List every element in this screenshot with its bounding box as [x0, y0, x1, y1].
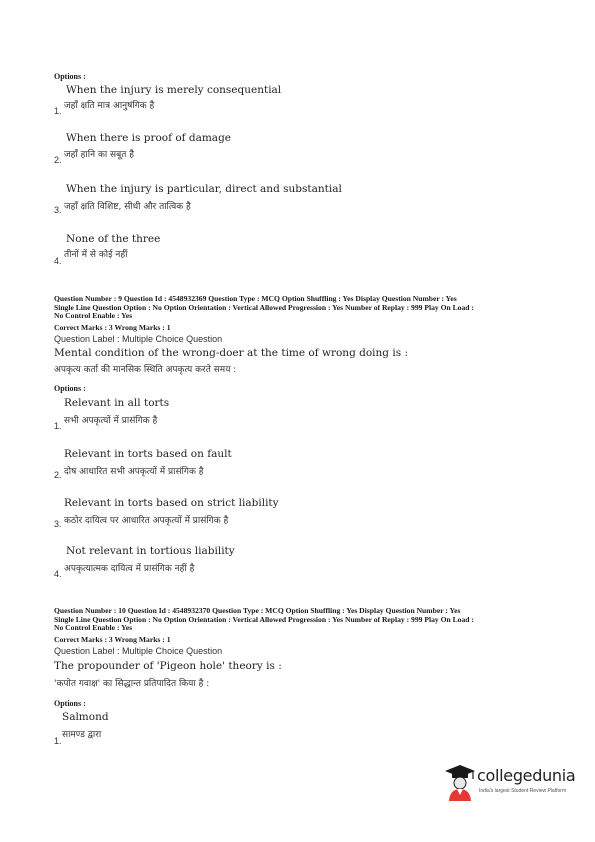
graduate-icon [443, 762, 477, 802]
q9-meta-line1: Question Number : 9 Question Id : 4548932369 Question Type : MCQ Option Shuffling : Yes Display Question Number : Yes [54, 294, 457, 303]
q10-option-1-number: 1. [54, 736, 62, 746]
q10-question-hindi: 'कपोत गवाक्ष' का सिद्धान्त प्रतिपादित किया है : [54, 679, 210, 689]
option-4-number: 4. [54, 256, 62, 266]
option-3-number: 3. [54, 205, 62, 215]
q10-meta-line2: Single Line Question Option : No Option Orientation : Vertical Allowed Progression : Yes Number of Replay : 999 Play On Load : [54, 614, 474, 624]
q10-meta [54, 607, 474, 633]
option-4-hindi: तीनों में से कोई नहीं [64, 250, 128, 260]
option-1-number: 1. [54, 106, 62, 116]
q9-question-text: Mental condition of the wrong-doer at the time of wrong doing is : [54, 347, 408, 359]
q10-option-1-text: Salmond [62, 711, 109, 723]
q9-question-hindi: अपकृत्य कर्ता की मानसिक स्थिति अपकृत्य करते समय : [54, 365, 237, 375]
q10-question-text: The propounder of 'Pigeon hole' theory is : [54, 660, 282, 672]
q10-option-1-hindi: सामण्ड द्वारा [62, 730, 102, 740]
logo-tagline: India's largest Student Review Platform [479, 788, 567, 794]
q9-option-3-number: 3. [54, 519, 62, 529]
logo-wordmark: collegedunia [477, 766, 576, 785]
q9-marks: Correct Marks : 3 Wrong Marks : 1 [54, 323, 171, 332]
q10-label: Question Label : Multiple Choice Question [54, 646, 223, 656]
option-3-text: When the injury is particular, direct and substantial [66, 183, 342, 195]
q9-option-1-hindi: सभी अपकृत्यों में प्रासंगिक है [64, 416, 158, 426]
q10-marks: Correct Marks : 3 Wrong Marks : 1 [54, 635, 171, 644]
q9-meta [54, 295, 474, 321]
option-2-text: When there is proof of damage [66, 132, 232, 144]
q9-label: Question Label : Multiple Choice Question [54, 334, 223, 344]
option-4-text: None of the three [66, 233, 161, 245]
q9-option-2-number: 2. [54, 470, 62, 480]
q9-option-1-number: 1. [54, 421, 62, 431]
q9-option-4-hindi: अपकृत्यात्मक दायित्व में प्रासंगिक नहीं है [64, 564, 195, 574]
q10-options-heading: Options : [54, 699, 86, 708]
q9-option-3-text: Relevant in torts based on strict liability [64, 497, 279, 509]
option-2-hindi: जहाँ हानि का सबूत है [64, 150, 135, 160]
q10-meta-line1: Question Number : 10 Question Id : 4548932370 Question Type : MCQ Option Shuffling : Yes Display Question Number : Yes [54, 606, 461, 615]
collegedunia-logo [443, 762, 583, 808]
q9-meta-line2: Single Line Question Option : No Option Orientation : Vertical Allowed Progression : Yes Number of Replay : 999 Play On Load : [54, 302, 474, 312]
q9-option-2-hindi: दोष आधारित सभी अपकृत्यों में प्रासंगिक है [64, 467, 204, 477]
q9-option-4-text: Not relevant in tortious liability [66, 545, 235, 557]
option-3-hindi: जहाँ क्षति विशिष्ट, सीधी और तात्विक है [64, 202, 191, 212]
option-1-hindi: जहाँ क्षति मात्र आनुषंगिक है [64, 101, 155, 111]
options-heading: Options : [54, 72, 86, 81]
option-1-text: When the injury is merely consequential [66, 84, 282, 96]
q9-option-1-text: Relevant in all torts [64, 397, 170, 409]
option-2-number: 2. [54, 155, 62, 165]
q9-option-2-text: Relevant in torts based on fault [64, 448, 232, 460]
q9-meta-line3: No Control Enable : Yes [54, 311, 133, 321]
q9-option-4-number: 4. [54, 569, 62, 579]
q9-options-heading: Options : [54, 384, 86, 393]
q9-option-3-hindi: कठोर दायित्व पर आधारित अपकृत्यों में प्रासंगिक है [64, 516, 229, 526]
q10-meta-line3: No Control Enable : Yes [54, 623, 133, 633]
